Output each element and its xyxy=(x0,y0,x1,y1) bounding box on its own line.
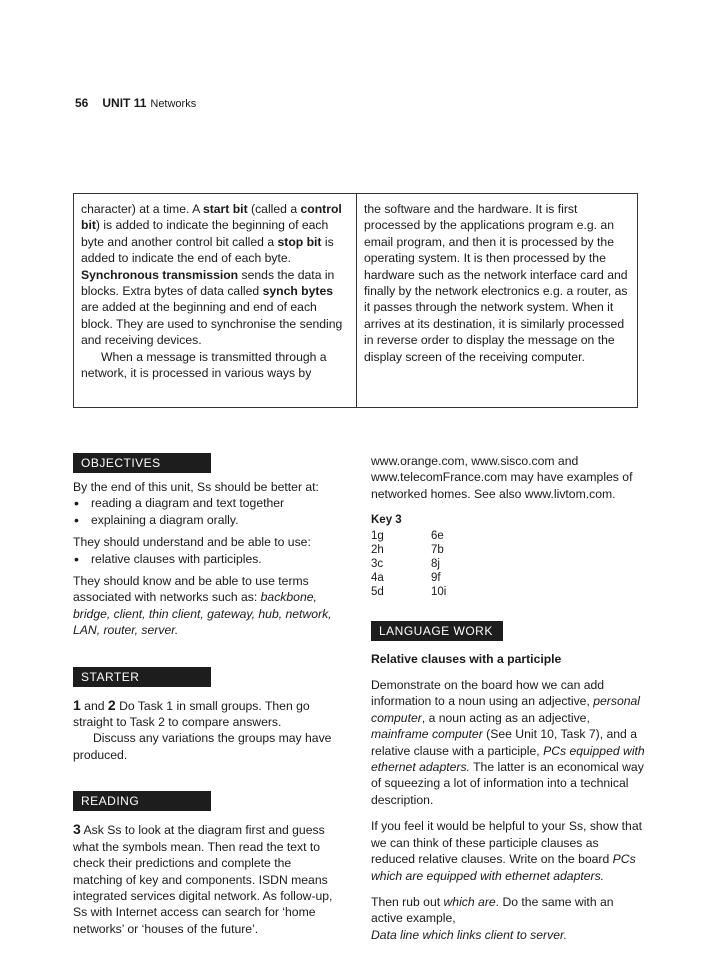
task-number: 1 xyxy=(73,696,81,713)
starter-paragraph-2: Discuss any variations the groups may have produced. xyxy=(73,731,332,762)
term-synchronous-transmission: Synchronous transmission xyxy=(81,267,239,282)
term-control-bit: control bit xyxy=(81,202,342,233)
table-row: 2h 7b xyxy=(371,543,444,556)
language-work-subheading: Relative clauses with a participle xyxy=(371,651,562,666)
table-row: 4a 9f xyxy=(371,571,441,584)
box-right-column xyxy=(357,194,637,407)
list-item: • explaining a diagram orally. xyxy=(73,512,343,528)
table-row: 5d 10i xyxy=(371,585,447,598)
objectives-list-1 xyxy=(73,495,343,528)
right-column xyxy=(371,453,646,943)
task-number: 3 xyxy=(73,821,81,838)
reading-text-box xyxy=(73,193,638,408)
objectives-terms-paragraph: They should know and be able to use terms associated with networks such as: backbone, bridge, client, thin client, gateway, hub, network, LAN, router, server. xyxy=(73,574,332,638)
objectives-list-2 xyxy=(73,551,343,567)
language-work-paragraph-2: If you feel it would be helpful to your Ss, show that we can think of these participle clauses as reduced relative clauses. Write on the board PCs which are equipped with ethernet adapters. xyxy=(371,819,642,883)
list-item: • relative clauses with participles. xyxy=(73,551,343,567)
answer-key-table xyxy=(371,529,446,599)
objectives-heading: OBJECTIVES xyxy=(73,453,211,473)
language-work-heading: LANGUAGE WORK xyxy=(371,621,503,641)
key-title: Key 3 xyxy=(371,514,402,527)
language-work-paragraph-1: Demonstrate on the board how we can add information to a noun using an adjective, personal computer, a noun acting as an adjective, mainframe computer (See Unit 10, Task 7), and a relative clause with a participle, PCs equipped with ethernet adapters. The latter is an economical way of squeezing a lot of information into a technical description. xyxy=(371,678,645,807)
objectives-intro: By the end of this unit, Ss should be better at: xyxy=(73,480,319,494)
box-left-paragraph-2: When a message is transmitted through a network, it is processed in various ways by xyxy=(81,349,327,381)
term-synch-bytes: synch bytes xyxy=(262,284,334,299)
reading-paragraph: 3 Ask Ss to look at the diagram first and guess what the symbols mean. Then read the text to check their predictions and complete the matching of key and components. ISDN means integrated services digital network. As follow-up, Ss with Internet access can search for ‘home networks’ or ‘houses of the future’. xyxy=(73,821,333,936)
task-number: 2 xyxy=(107,696,116,713)
box-right-paragraph-1: the software and the hardware. It is first processed by the applications program e.g. an email program, and then it is processed by the operating system. It is then processed by the hardware such as the network interface card and finally by the network electronics e.g. a router, as it passes through the network system. When it arrives at its destination, it is similarly processed in reverse order to display the message on the display screen of the receiving computer. xyxy=(364,202,628,364)
term-stop-bit: stop bit xyxy=(277,234,322,249)
section-label: Networks xyxy=(150,98,197,110)
reading-heading: READING xyxy=(73,791,211,811)
unit-label: UNIT 11 xyxy=(102,96,147,110)
left-column xyxy=(73,453,343,937)
starter-heading: STARTER xyxy=(73,667,211,687)
term-start-bit: start bit xyxy=(202,202,248,216)
table-row: 3c 8j xyxy=(371,557,440,570)
page-number: 56 xyxy=(75,96,89,110)
objectives-intro-2: They should understand and be able to use: xyxy=(73,535,311,550)
list-item: • reading a diagram and text together xyxy=(73,495,343,511)
box-left-column xyxy=(74,194,357,407)
websites-paragraph: www.orange.com, www.sisco.com and www.telecomFrance.com may have examples of networked homes. See also www.livtom.com. xyxy=(371,454,633,501)
network-terms: backbone, bridge, client, thin client, gateway, hub, network, LAN, router, server. xyxy=(73,590,332,638)
running-header xyxy=(75,96,196,110)
table-row: 1g 6e xyxy=(371,529,444,542)
language-work-paragraph-3: Then rub out which are. Do the same with an active example, Data line which links client to server. xyxy=(371,894,614,942)
starter-paragraph-1: 1 and 2 Do Task 1 in small groups. Then go straight to Task 2 to compare answers. xyxy=(73,696,310,730)
box-left-paragraph-1: character) at a time. A start bit (called a control bit) is added to indicate the beginning of each byte and another control bit called a stop bit is added to indicate the end of each byte. Synchronous transmission sends the data in blocks. Extra bytes of data called synch bytes are added at the beginning and end of each block. They are used to synchronise the sending and receiving devices. xyxy=(81,202,343,348)
